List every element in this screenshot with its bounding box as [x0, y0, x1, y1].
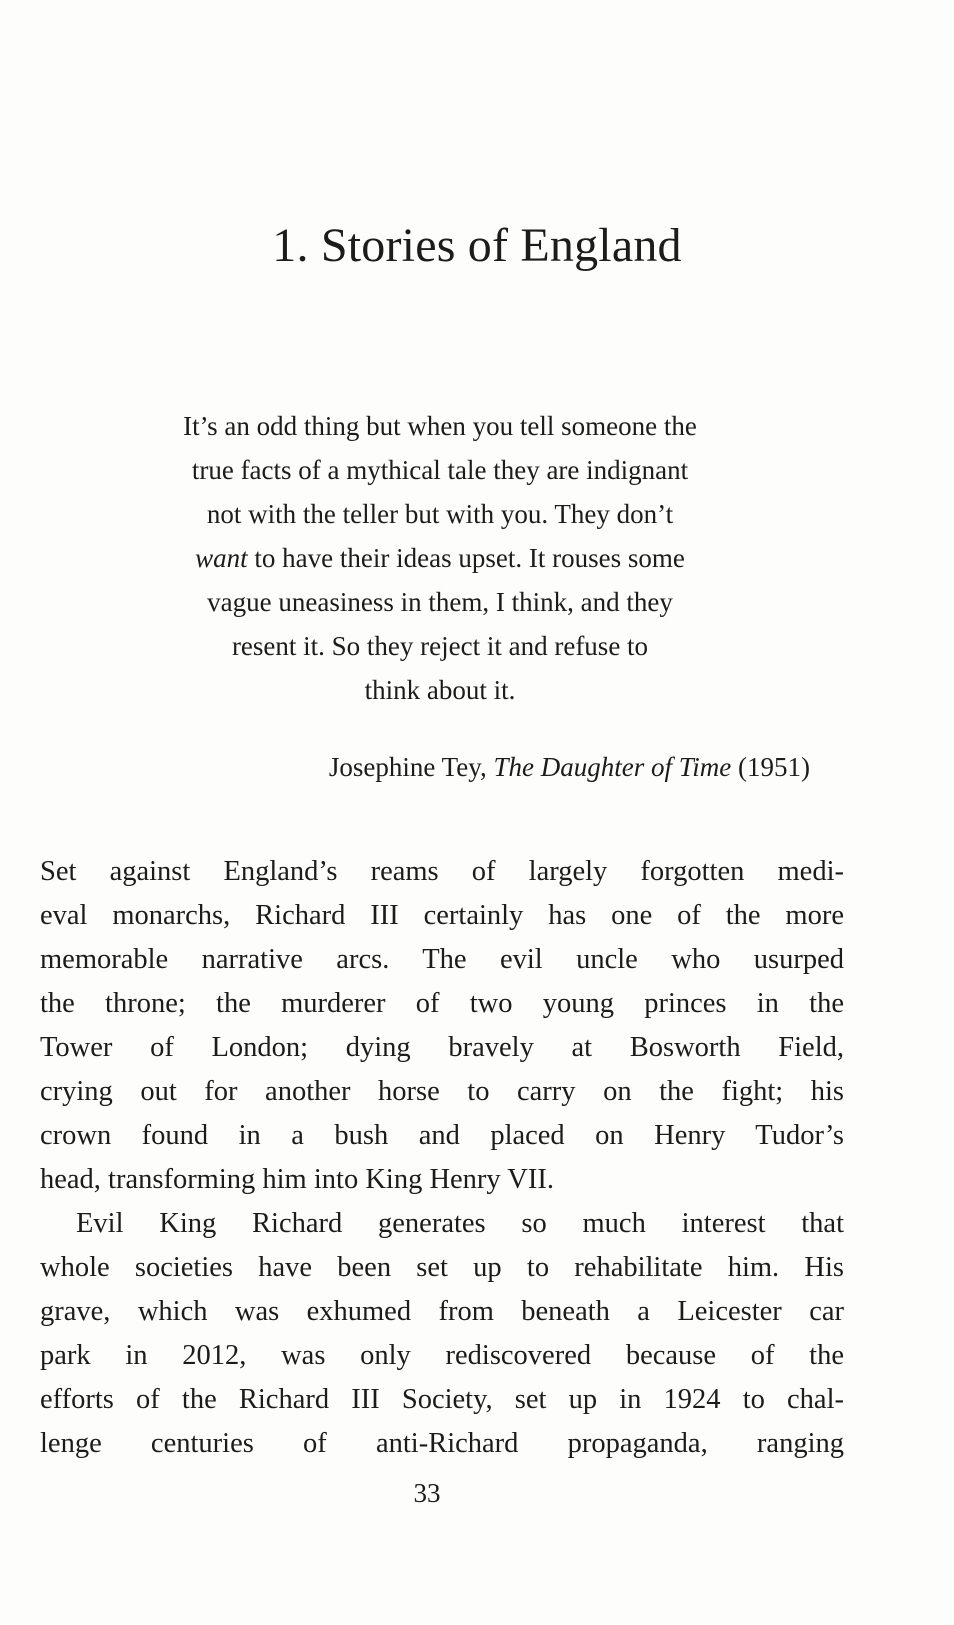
body-line: lenge centuries of anti-Richard propaganda, ranging	[40, 1428, 844, 1459]
body-line: Tower of London; dying bravely at Bosworth Field,	[40, 1032, 844, 1063]
attribution-author: Josephine Tey,	[328, 752, 494, 782]
body-line: crown found in a bush and placed on Henry Tudor’s	[40, 1120, 844, 1151]
body-line: memorable narrative arcs. The evil uncle who usurped	[40, 944, 844, 975]
epigraph-quote	[110, 404, 770, 712]
epigraph-line: resent it. So they reject it and refuse to	[231, 631, 649, 661]
epigraph-line-with-emphasis	[110, 536, 770, 580]
body-line: Set against England’s reams of largely forgotten medi-	[40, 856, 844, 887]
epigraph-line: vague uneasiness in them, I think, and they	[207, 587, 673, 617]
body-line: Evil King Richard generates so much interest that	[76, 1208, 844, 1239]
body-line: eval monarchs, Richard III certainly has one of the more	[40, 900, 844, 931]
epigraph-line: It’s an odd thing but when you tell someone the	[183, 411, 697, 441]
body-paragraph-2	[40, 1202, 844, 1466]
body-line: efforts of the Richard III Society, set up in 1924 to chal-	[40, 1384, 844, 1415]
body-line: whole societies have been set up to rehabilitate him. His	[40, 1252, 844, 1283]
epigraph-line: think about it.	[364, 675, 516, 705]
body-line: grave, which was exhumed from beneath a Leicester car	[40, 1296, 844, 1327]
attribution-year: (1951)	[731, 752, 810, 782]
body-line: crying out for another horse to carry on the fight; his	[40, 1076, 844, 1107]
epigraph-line: not with the teller but with you. They don’t	[206, 499, 674, 529]
epigraph-attribution	[150, 745, 810, 789]
page-number: 33	[413, 1478, 441, 1508]
body-text	[40, 850, 844, 1466]
epigraph-line-rest: to have their ideas upset. It rouses some	[254, 543, 685, 573]
epigraph-line: true facts of a mythical tale they are indignant	[191, 455, 689, 485]
body-line: head, transforming him into King Henry VII.	[40, 1164, 554, 1195]
epigraph	[110, 404, 770, 712]
attribution-work-title: The Daughter of Time	[493, 752, 732, 782]
epigraph-emphasis: want	[195, 543, 248, 573]
chapter-title: 1. Stories of England	[272, 219, 682, 272]
body-line: the throne; the murderer of two young princes in the	[40, 988, 844, 1019]
body-paragraph-1	[40, 850, 844, 1202]
body-line: park in 2012, was only rediscovered because of the	[40, 1340, 844, 1371]
